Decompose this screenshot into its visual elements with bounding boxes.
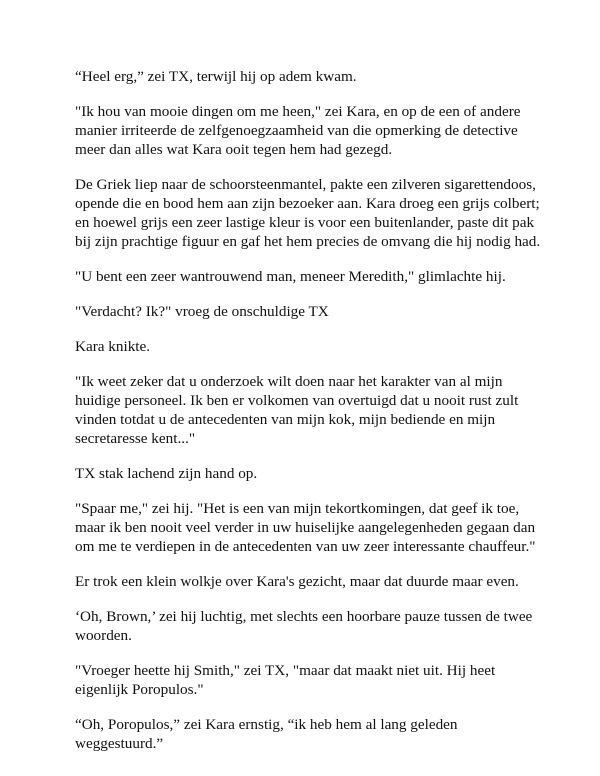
- paragraph: "Spaar me," zei hij. "Het is een van mijn tekortkomingen, dat geef ik toe, maar ik ben nooit veel verder in uw huiselijke aangelegenheden gegaan dan om me te verdiepen in de antecedenten van uw zeer interessante chauffeur.": [75, 500, 536, 555]
- paragraph: De Griek liep naar de schoorsteenmantel, pakte een zilveren sigarettendoos, opende die en bood hem aan zijn bezoeker aan. Kara droeg een grijs colbert; en hoewel grijs een zeer lastige kleur is voor een buitenlander, paste dit pak bij zijn prachtige figuur en gaf het hem precies de omvang die hij nodig had.: [75, 176, 541, 250]
- paragraph: "Verdacht? Ik?" vroeg de onschuldige TX: [75, 303, 329, 320]
- document-body: [75, 67, 545, 769]
- paragraph: Er trok een klein wolkje over Kara's gezicht, maar dat duurde maar even.: [75, 573, 519, 590]
- paragraph: “Oh, Poropulos,” zei Kara ernstig, “ik heb hem al lang geleden weggestuurd.”: [75, 716, 458, 752]
- paragraph: Kara knikte.: [75, 338, 151, 355]
- paragraph: "Ik hou van mooie dingen om me heen," zei Kara, en op de een of andere manier irriteerde de zelfgenoegzaamheid van die opmerking de detective meer dan alles wat Kara ooit tegen hem had gezegd.: [75, 103, 521, 158]
- paragraph: "Ik weet zeker dat u onderzoek wilt doen naar het karakter van al mijn huidige personeel. Ik ben er volkomen van overtuigd dat u nooit rust zult vinden totdat u de antecedenten van mijn kok, mijn bediende en mijn secretaresse kent...": [75, 373, 519, 447]
- paragraph: "U bent een zeer wantrouwend man, meneer Meredith," glimlachte hij.: [75, 268, 506, 285]
- paragraph: "Vroeger heette hij Smith," zei TX, "maar dat maakt niet uit. Hij heet eigenlijk Poropulos.": [75, 662, 496, 698]
- paragraph: “Heel erg,” zei TX, terwijl hij op adem kwam.: [75, 68, 357, 85]
- paragraph: TX stak lachend zijn hand op.: [75, 465, 258, 482]
- paragraph: ‘Oh, Brown,’ zei hij luchtig, met slechts een hoorbare pauze tussen de twee woorden.: [75, 608, 533, 644]
